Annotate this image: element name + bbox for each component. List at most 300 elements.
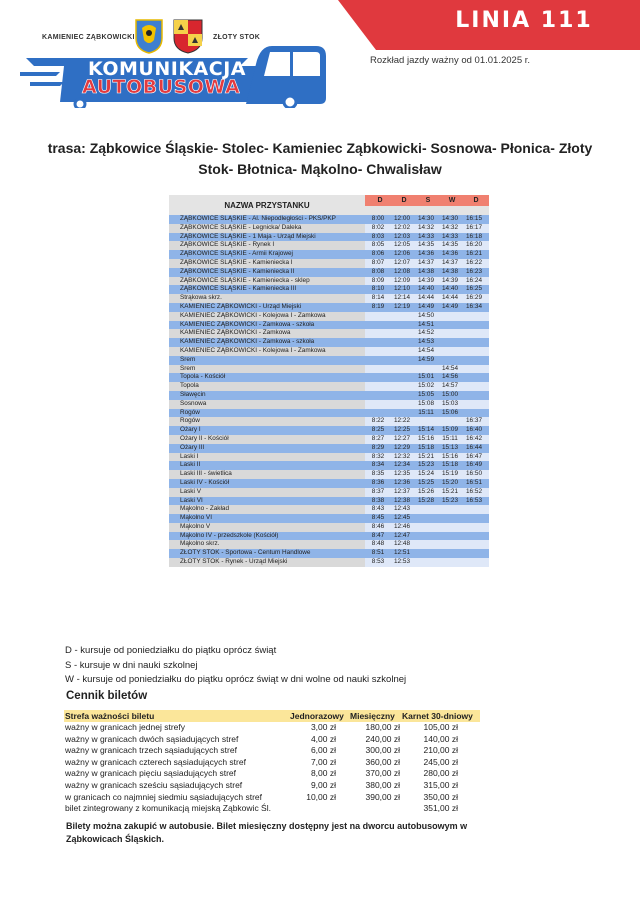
departure-time: [437, 532, 463, 541]
price-row: [64, 792, 480, 804]
departure-time: [365, 382, 391, 391]
monthly-price: 360,00 zł: [365, 756, 400, 767]
stop-name: ZĄBKOWICE ŚLĄSKIE - Kamieniecka II: [169, 268, 365, 277]
departure-time: [413, 523, 439, 532]
timetable-row: [169, 444, 489, 453]
single-price: [292, 803, 336, 815]
zone-description: w granicach co najmniej siedmiu sąsiadujących stref: [65, 791, 263, 802]
departure-time: 16:29: [466, 294, 482, 302]
departure-time: 15:24: [418, 470, 434, 478]
col-header: D: [392, 195, 416, 206]
stop-name: ZĄBKOWICE ŚLĄSKIE - Rynek I: [169, 241, 365, 250]
departure-time: 12:09: [394, 276, 410, 284]
departure-time: 12:51: [394, 549, 410, 557]
departure-time: 15:23: [442, 496, 458, 504]
timetable-row: [169, 312, 489, 321]
departure-time: 12:45: [394, 514, 410, 522]
departure-time: 15:18: [442, 461, 458, 469]
stop-name: Ożary II - Kościół: [169, 435, 365, 444]
departure-time: [389, 382, 415, 391]
price-row: [64, 745, 480, 757]
departure-time: 15:21: [418, 452, 434, 460]
departure-time: [461, 540, 487, 549]
departure-time: [461, 373, 487, 382]
departure-time: [461, 523, 487, 532]
departure-time: 14:33: [442, 232, 458, 240]
departure-time: 16:15: [466, 215, 482, 222]
departure-time: 12:38: [394, 496, 410, 504]
stop-name-header: NAZWA PRZYSTANKU: [224, 201, 310, 210]
timetable-row: [169, 540, 489, 549]
monthly-price: 300,00 zł: [365, 745, 400, 756]
timetable-row: [169, 523, 489, 532]
departure-time: 12:14: [394, 294, 410, 302]
col-header: D: [368, 195, 392, 206]
stop-name: KAMIENIEC ZĄBKOWICKI - Kolejowa I - Zamkowa: [169, 347, 365, 356]
stop-name: Topola - Kościół: [169, 373, 365, 382]
timetable-row: [169, 215, 489, 224]
line-banner: [338, 0, 640, 50]
departure-time: [413, 417, 439, 426]
karnet-price: 105,00 zł: [423, 722, 458, 732]
stop-name: Laski I: [169, 453, 365, 462]
single-price: 9,00 zł: [310, 779, 336, 790]
departure-time: [461, 329, 487, 338]
departure-time: [389, 365, 415, 374]
departure-time: [461, 356, 487, 365]
departure-time: [437, 558, 463, 567]
departure-time: 12:02: [394, 223, 410, 231]
departure-time: [389, 391, 415, 400]
zone-description: ważny w granicach czterech sąsiadujących stref: [65, 756, 246, 767]
departure-time: 16:34: [466, 302, 482, 310]
departure-time: 14:40: [418, 285, 434, 293]
departure-time: 15:11: [418, 408, 434, 416]
departure-time: 15:14: [418, 426, 434, 434]
departure-time: 12:05: [394, 241, 410, 249]
departure-time: 12:46: [394, 522, 410, 530]
timetable-row: [169, 470, 489, 479]
departure-time: [365, 391, 391, 400]
departure-time: [365, 400, 391, 409]
departure-time: 15:26: [418, 487, 434, 495]
departure-time: [365, 365, 391, 374]
departure-time: 8:03: [371, 232, 385, 240]
departure-time: 8:38: [371, 496, 385, 504]
stop-name: Mąkolno skrz.: [169, 540, 365, 549]
departure-time: 15:13: [442, 443, 458, 451]
departure-time: [389, 329, 415, 338]
departure-time: 8:27: [371, 434, 385, 442]
departure-time: [461, 549, 487, 558]
col-header: D: [464, 195, 488, 206]
timetable-row: [169, 233, 489, 242]
departure-time: 14:57: [442, 382, 458, 390]
logo: [20, 14, 340, 106]
departure-time: [461, 505, 487, 514]
stop-name: Laski VI: [169, 497, 365, 506]
departure-time: [389, 347, 415, 356]
departure-time: [413, 532, 439, 541]
stop-name: ZĄBKOWICE ŚLĄSKIE - Al. Niepodległości - PKS/PKP: [169, 215, 365, 224]
brand-line1: KOMUNIKACJA: [88, 58, 246, 80]
departure-time: 14:54: [418, 346, 434, 354]
departure-time: 16:37: [466, 417, 482, 425]
departure-time: [437, 549, 463, 558]
brand-line2: AUTOBUSOWA: [82, 76, 241, 98]
departure-time: 14:49: [418, 302, 434, 310]
legend-item: S - kursuje w dni nauki szkolnej: [65, 659, 198, 671]
departure-time: 8:09: [371, 276, 385, 284]
timetable-row: [169, 303, 489, 312]
departure-time: 14:39: [442, 276, 458, 284]
monthly-price: 240,00 zł: [365, 733, 400, 744]
departure-time: 14:50: [418, 311, 434, 319]
departure-time: 8:29: [371, 443, 385, 451]
timetable-row: [169, 321, 489, 330]
departure-time: [389, 409, 415, 418]
stop-name: Ożary III: [169, 444, 365, 453]
stop-name: KAMIENIEC ZĄBKOWICKI - Zamkowa: [169, 329, 365, 338]
timetable-row: [169, 558, 489, 567]
karnet-price: 351,00 zł: [423, 803, 458, 814]
karnet-price: 245,00 zł: [423, 756, 458, 767]
timetable-row: [169, 391, 489, 400]
departure-time: 14:59: [418, 355, 434, 363]
timetable-row: [169, 417, 489, 426]
departure-time: 12:07: [394, 258, 410, 266]
price-table-body: [64, 722, 480, 815]
departure-time: 8:19: [371, 302, 385, 310]
stop-name: Mąkolno IV - przedszkole (Kościół): [169, 532, 365, 541]
col-header: W: [440, 195, 464, 206]
price-row: [64, 722, 480, 734]
timetable-header: [169, 195, 489, 215]
timetable-row: [169, 277, 489, 286]
departure-time: 12:10: [394, 285, 410, 293]
departure-time: 8:53: [371, 558, 385, 566]
departure-time: [437, 321, 463, 330]
valid-from-text: Rozkład jazdy ważny od 01.01.2025 r.: [370, 55, 531, 66]
timetable-row: [169, 505, 489, 514]
departure-time: 8:34: [371, 461, 385, 469]
departure-time: 15:28: [418, 496, 434, 504]
departure-time: 15:21: [442, 487, 458, 495]
price-row: [64, 757, 480, 769]
departure-time: [389, 338, 415, 347]
departure-time: 14:37: [418, 258, 434, 266]
departure-time: 14:38: [442, 267, 458, 275]
departure-time: 12:43: [394, 505, 410, 513]
monthly-price: 180,00 zł: [365, 722, 400, 732]
departure-time: 14:40: [442, 285, 458, 293]
departure-time: 15:11: [442, 434, 458, 442]
stop-name: Sosnowa: [169, 400, 365, 409]
departure-time: 14:35: [418, 241, 434, 249]
zone-description: ważny w granicach pięciu sąsiadujących stref: [65, 768, 237, 779]
departure-time: 16:47: [466, 452, 482, 460]
departure-time: [461, 532, 487, 541]
departure-time: 8:25: [371, 426, 385, 434]
stop-name: Rogów: [169, 417, 365, 426]
departure-time: 14:32: [442, 223, 458, 231]
departure-time: [365, 373, 391, 382]
single-price: 6,00 zł: [310, 745, 336, 756]
timetable-row: [169, 479, 489, 488]
single-price: 7,00 zł: [310, 756, 336, 767]
departure-time: 15:00: [442, 390, 458, 398]
stop-name: ZĄBKOWICE ŚLĄSKIE - Kamieniecka I: [169, 259, 365, 268]
stop-name: ZŁOTY STOK - Sportowa - Centum Handlowe: [169, 549, 365, 558]
departure-time: [413, 505, 439, 514]
departure-time: [437, 338, 463, 347]
departure-time: 16:23: [466, 267, 482, 275]
timetable-row: [169, 549, 489, 558]
departure-time: [437, 356, 463, 365]
departure-time: 12:32: [394, 452, 410, 460]
departure-time: 12:36: [394, 478, 410, 486]
departure-time: [437, 417, 463, 426]
town-right-label: ZŁOTY STOK: [213, 34, 261, 41]
stop-name: KAMIENIEC ZĄBKOWICKI - Zamkowa - szkoła: [169, 338, 365, 347]
timetable-row: [169, 365, 489, 374]
departure-time: 16:21: [466, 250, 482, 258]
departure-time: 12:47: [394, 531, 410, 539]
departure-time: 12:27: [394, 434, 410, 442]
stop-name: Sławęcin: [169, 391, 365, 400]
departure-time: 15:06: [442, 408, 458, 416]
price-table: [64, 710, 480, 815]
departure-time: 8:46: [371, 522, 385, 530]
stop-name: Mąkolno - Zakład: [169, 505, 365, 514]
departure-time: 14:30: [442, 215, 458, 222]
col-header: S: [416, 195, 440, 206]
stop-name: ZĄBKOWICE ŚLĄSKIE - 1 Maja - Urząd Miejski: [169, 233, 365, 242]
zone-description: bilet zintegrowany z komunikacją miejską Ząbkowic Śl.: [65, 803, 271, 814]
departure-time: [461, 338, 487, 347]
price-row: [64, 768, 480, 780]
departure-time: 14:44: [442, 294, 458, 302]
departure-time: 14:32: [418, 223, 434, 231]
stop-name: KAMIENIEC ZĄBKOWICKI - Urząd Miejski: [169, 303, 365, 312]
timetable-row: [169, 514, 489, 523]
departure-time: 8:43: [371, 505, 385, 513]
departure-time: [413, 558, 439, 567]
departure-time: [389, 400, 415, 409]
departure-time: [365, 409, 391, 418]
departure-time: 16:24: [466, 276, 482, 284]
departure-time: [437, 505, 463, 514]
departure-time: 14:36: [442, 250, 458, 258]
stop-name: Laski V: [169, 488, 365, 497]
departure-time: 15:16: [442, 452, 458, 460]
departure-time: 14:37: [442, 258, 458, 266]
departure-time: 12:08: [394, 267, 410, 275]
departure-time: 12:29: [394, 443, 410, 451]
departure-time: 15:08: [418, 399, 434, 407]
departure-time: 12:48: [394, 540, 410, 548]
timetable-row: [169, 268, 489, 277]
departure-time: 14:56: [442, 373, 458, 381]
zone-description: ważny w granicach dwóch sąsiadujących stref: [65, 733, 239, 744]
departure-time: [389, 321, 415, 330]
karnet-price: 315,00 zł: [423, 779, 458, 790]
purchase-note: Bilety można zakupić w autobusie. Bilet miesięczny dostępny jest na dworcu autobusowym w Ząbkowicach Śląskich.: [66, 821, 468, 844]
monthly-price: [344, 803, 400, 815]
departure-time: [365, 329, 391, 338]
departure-time: 12:00: [394, 215, 410, 222]
price-header-zone: Strefa ważności biletu: [65, 711, 155, 721]
price-header-single: Jednorazowy: [290, 711, 344, 721]
departure-time: 8:48: [371, 540, 385, 548]
departure-time: [413, 540, 439, 549]
timetable-row: [169, 356, 489, 365]
timetable-row: [169, 409, 489, 418]
departure-time: 12:19: [394, 302, 410, 310]
departure-time: 15:09: [442, 426, 458, 434]
departure-time: 8:22: [371, 417, 385, 425]
karnet-price: 140,00 zł: [423, 733, 458, 744]
departure-time: 12:53: [394, 558, 410, 566]
departure-time: 8:05: [371, 241, 385, 249]
stop-name: Mąkolno V: [169, 523, 365, 532]
departure-time: 16:52: [466, 487, 482, 495]
timetable-row: [169, 241, 489, 250]
departure-time: 16:22: [466, 258, 482, 266]
departure-time: 15:03: [442, 399, 458, 407]
stop-name: Mąkolno VI: [169, 514, 365, 523]
stop-name: Śrem: [169, 365, 365, 374]
town-left-label: KAMIENIEC ZĄBKOWICKI: [42, 34, 135, 41]
departure-time: [365, 321, 391, 330]
departure-time: [437, 523, 463, 532]
departure-time: 12:34: [394, 461, 410, 469]
price-header-monthly: Miesięczny: [350, 711, 395, 721]
single-price: 3,00 zł: [310, 722, 336, 732]
monthly-price: 380,00 zł: [365, 779, 400, 790]
stop-name: Rogów: [169, 409, 365, 418]
departure-time: 14:30: [418, 215, 434, 222]
departure-time: 16:44: [466, 443, 482, 451]
departure-time: 16:18: [466, 232, 482, 240]
stop-name: Laski II: [169, 461, 365, 470]
legend-item: D - kursuje od poniedziałku do piątku oprócz świąt: [65, 645, 277, 656]
timetable-row: [169, 329, 489, 338]
stop-name: Laski IV - Kościół: [169, 479, 365, 488]
departure-time: 8:35: [371, 470, 385, 478]
monthly-price: 370,00 zł: [365, 768, 400, 779]
stop-name: Topola: [169, 382, 365, 391]
price-list-title: Cennik biletów: [66, 690, 148, 702]
departure-time: 8:10: [371, 285, 385, 293]
stop-name: KAMIENIEC ZĄBKOWICKI - Zamkowa - szkoła: [169, 321, 365, 330]
departure-time: 14:52: [418, 329, 434, 337]
departure-time: 14:54: [442, 364, 458, 372]
karnet-price: 280,00 zł: [423, 768, 458, 779]
timetable-row: [169, 532, 489, 541]
departure-time: 15:19: [442, 470, 458, 478]
timetable-row: [169, 435, 489, 444]
departure-time: 8:02: [371, 223, 385, 231]
stop-name: ZŁOTY STOK - Rynek - Urząd Miejski: [169, 558, 365, 567]
timetable-row: [169, 488, 489, 497]
departure-time: 8:47: [371, 531, 385, 539]
price-row: [64, 803, 480, 815]
timetable-row: [169, 224, 489, 233]
departure-time: 16:53: [466, 496, 482, 504]
timetable-row: [169, 400, 489, 409]
departure-time: 15:23: [418, 461, 434, 469]
stop-name: ZĄBKOWICE ŚLĄSKIE - Kamieniecka III: [169, 285, 365, 294]
timetable-row: [169, 347, 489, 356]
timetable-body: [169, 215, 489, 567]
departure-time: 8:37: [371, 487, 385, 495]
timetable-row: [169, 250, 489, 259]
departure-time: 14:53: [418, 338, 434, 346]
single-price: 8,00 zł: [310, 768, 336, 779]
departure-time: 8:07: [371, 258, 385, 266]
departure-time: [461, 514, 487, 523]
departure-time: 15:01: [418, 373, 434, 381]
departure-time: 15:02: [418, 382, 434, 390]
departure-time: [461, 321, 487, 330]
departure-time: 12:35: [394, 470, 410, 478]
departure-time: 8:08: [371, 267, 385, 275]
departure-time: [413, 514, 439, 523]
timetable-row: [169, 497, 489, 506]
departure-time: [365, 312, 391, 321]
departure-time: 14:36: [418, 250, 434, 258]
zone-description: ważny w granicach trzech sąsiadujących stref: [65, 745, 237, 756]
departure-time: [461, 409, 487, 418]
departure-time: 14:39: [418, 276, 434, 284]
timetable-row: [169, 373, 489, 382]
stop-name: ZĄBKOWICE ŚLĄSKIE - Legnicka/ Daleka: [169, 224, 365, 233]
departure-time: 16:17: [466, 223, 482, 231]
departure-time: [365, 338, 391, 347]
stop-name: Ożary I: [169, 426, 365, 435]
single-price: 4,00 zł: [310, 733, 336, 744]
departure-time: 15:05: [418, 390, 434, 398]
departure-time: 15:20: [442, 478, 458, 486]
karnet-price: 210,00 zł: [423, 745, 458, 756]
departure-time: 8:36: [371, 478, 385, 486]
departure-time: 16:42: [466, 434, 482, 442]
timetable-row: [169, 285, 489, 294]
price-row: [64, 780, 480, 792]
zone-description: ważny w granicach sześciu sąsiadujących stref: [65, 779, 243, 790]
timetable-row: [169, 259, 489, 268]
timetable-row: [169, 382, 489, 391]
departure-time: 16:49: [466, 461, 482, 469]
departure-time: 14:49: [442, 302, 458, 310]
departure-time: 14:38: [418, 267, 434, 275]
departure-time: 15:25: [418, 478, 434, 486]
departure-time: 12:37: [394, 487, 410, 495]
departure-time: [365, 356, 391, 365]
departure-time: 16:20: [466, 241, 482, 249]
timetable-row: [169, 461, 489, 470]
departure-time: [389, 356, 415, 365]
departure-time: [461, 312, 487, 321]
line-number: LINIA 111: [455, 8, 593, 33]
single-price: 10,00 zł: [306, 791, 336, 802]
departure-time: 12:06: [394, 250, 410, 258]
zone-description: ważny w granicach jednej strefy: [65, 722, 186, 732]
stop-name: KAMIENIEC ZĄBKOWICKI - Kolejowa I - Zamkowa: [169, 312, 365, 321]
stop-name: Śrem: [169, 356, 365, 365]
departure-time: [437, 540, 463, 549]
